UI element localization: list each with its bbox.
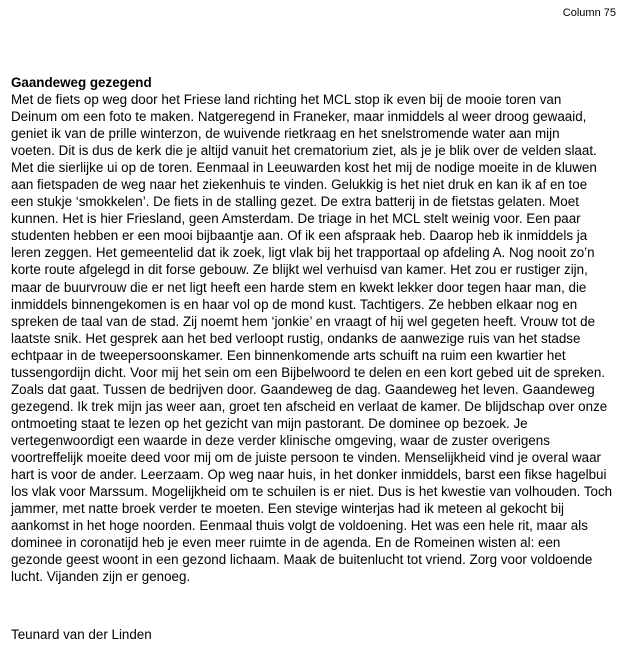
article-body [11, 91, 626, 585]
body-line: een stukje ‘smokkelen’. De fiets in de stalling gezet. De extra batterij in de fietstas gelaten. Moet [11, 194, 579, 210]
body-line: korte route afgelegd in dit forse gebouw. Ze blijkt wel verhuisd van kamer. Het zou er rustiger zijn, [11, 262, 588, 278]
body-line: lucht. Vijanden zijn er genoeg. [11, 569, 191, 585]
body-line: kunnen. Het is hier Friesland, geen Amsterdam. De triage in het MCL stelt weinig voor. Een paar [11, 211, 581, 227]
body-line: voeten. Dit is dus de kerk die je altijd vanuit het crematorium ziet, als je je blik over de velden slaat. [11, 143, 597, 159]
body-line: inmiddels binnengekomen is en haar vol op de mond kust. Tachtigers. Ze hebben elkaar nog en [11, 296, 578, 312]
body-line: aan fietspaden de weg naar het ziekenhuis te vinden. Gelukkig is het niet druk en kan ik af en toe [11, 177, 588, 193]
body-line: hart is voor de ander. Leerzaam. Op weg naar huis, in het donker inmiddels, barst een fikse hagelbui [11, 467, 607, 483]
body-line: Deinum om een foto te maken. Natgeregend in Franeker, maar inmiddels al weer droog gewaaid, [11, 109, 587, 125]
body-line: voortreffelijk moeite deed voor mij om de juiste persoon te vinden. Menselijkheid vind je overal waar [11, 449, 601, 465]
body-line: los vlak voor Marssum. Mogelijkheid om te schuilen is er niet. Dus is het kwestie van volhouden. Toch [11, 484, 613, 500]
body-line: aankomst in het hoge noorden. Eenmaal thuis volgt de voldoening. Het was een hele rit, maar als [11, 518, 588, 534]
body-line: geniet ik van de prille winterzon, de wuivende rietkraag en het snelstromende water aan mijn [11, 126, 560, 142]
body-line: gezonde geest woont in een gezond lichaam. Maak de buitenlucht tot vriend. Zorg voor voldoende [11, 552, 593, 568]
body-line: leren zeggen. Het gemeentelid dat ik zoek, ligt vlak bij het trapportaal op afdeling A. Nog nooit zo’n [11, 245, 595, 261]
body-line: tussengordijn dicht. Voor mij het sein om een Bijbelwoord te delen en een kort gebed uit de spreken. [11, 364, 606, 380]
body-line: maar de buurvrouw die er net ligt heeft een harde stem en kwekt lekker door tegen haar man, die [11, 279, 587, 295]
body-line: spreken de taal van de stad. Zij noemt hem ‘jonkie’ en vraagt of hij wel gegeten heeft. Vrouw tot de [11, 313, 596, 329]
body-line: studenten hebben er een mooi bijbaantje aan. Of ik een afspraak heb. Daarop heb ik inmiddels ja [11, 228, 588, 244]
article-title: Gaandeweg gezegend [11, 75, 152, 90]
body-line: laatste snik. Het gesprek aan het bed verloopt rustig, ondanks de aanwezige ruis van het stadse [11, 330, 581, 346]
body-line: dominee in coronatijd heb je even meer ruimte in de agenda. En de Romeinen wisten al: een [11, 535, 561, 551]
body-line: echtpaar in de tweepersoonskamer. Een binnenkomende arts schuift na ruim een kwartier het [11, 347, 566, 363]
column-number-label: Column 75 [562, 7, 616, 19]
body-line: vertegenwoordigt een waarde in deze verder klinische omgeving, waar de zuster overigens [11, 432, 550, 448]
body-line: Met die sierlijke ui op de toren. Eenmaal in Leeuwarden kost het mij de nodige moeite in de kluwen [11, 160, 597, 176]
article [11, 74, 626, 585]
body-line: gezegend. Ik trek mijn jas weer aan, groet ten afscheid en verlaat de kamer. De blijdschap over onze [11, 398, 608, 414]
body-line: ontmoeting staat te lezen op het gezicht van mijn pastorant. De dominee op bezoek. Je [11, 415, 528, 431]
body-line: Zoals dat gaat. Tussen de bedrijven door. Gaandeweg de dag. Gaandeweg het leven. Gaandeweg [11, 381, 595, 397]
author-signature: Teunard van der Linden [11, 627, 152, 642]
body-line: Met de fiets op weg door het Friese land richting het MCL stop ik even bij de mooie toren van [11, 92, 562, 107]
body-line: jammer, met natte broek verder te moeten. Een stevige winterjas had ik meteen al gekocht bij [11, 501, 565, 517]
